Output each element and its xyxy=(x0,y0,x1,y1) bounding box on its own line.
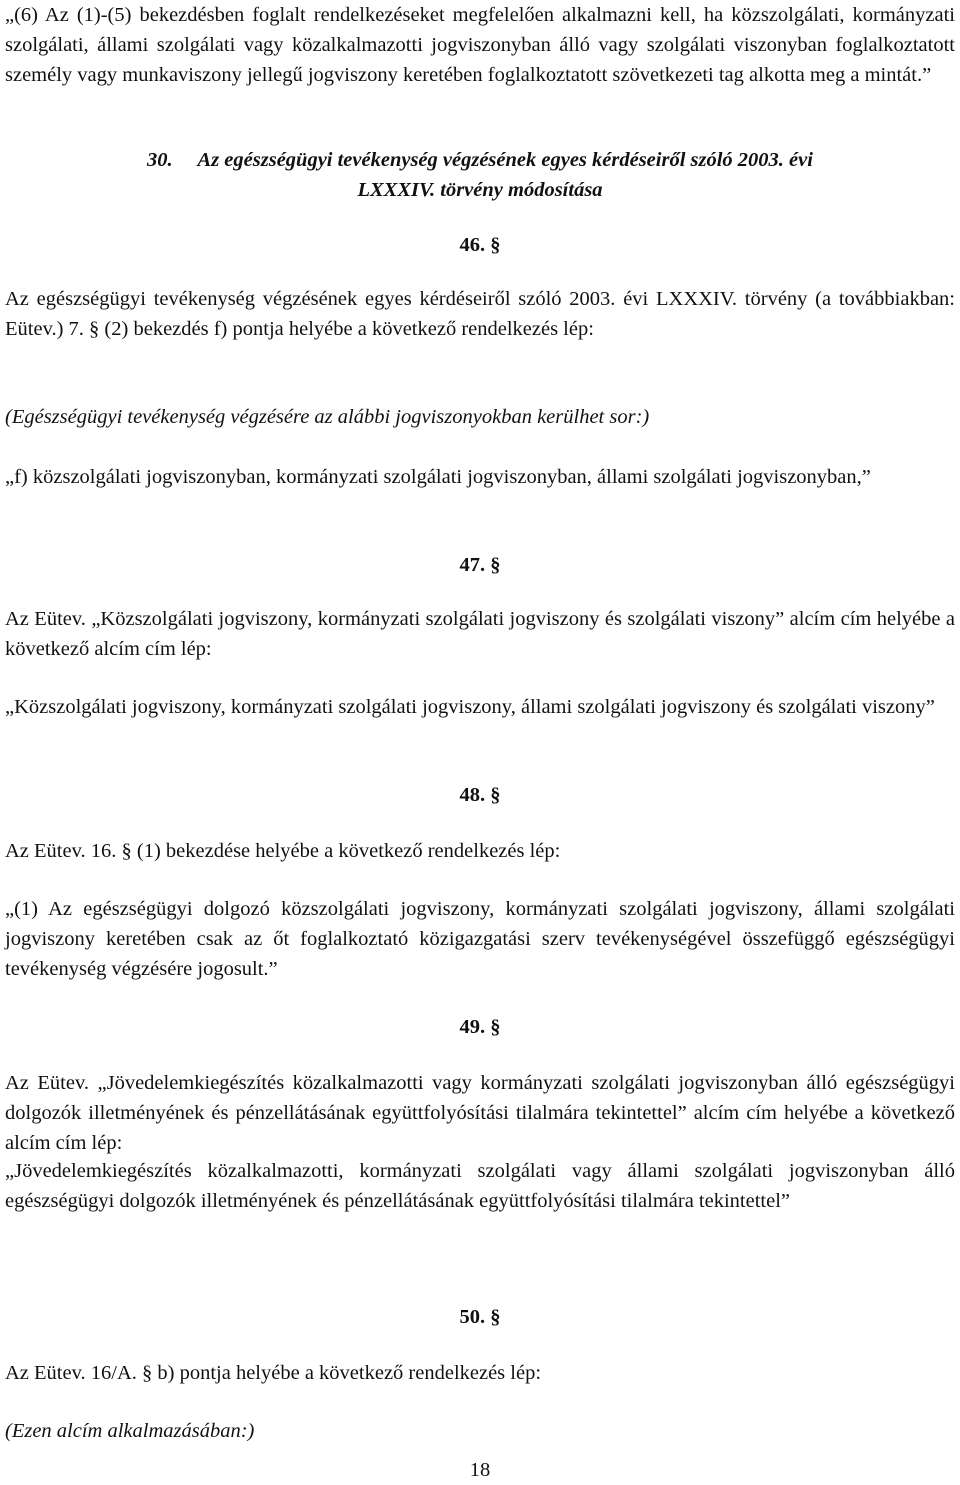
section-paragraph: (Egészségügyi tevékenység végzésére az alábbi jogviszonyokban kerülhet sor:) xyxy=(5,406,650,428)
section-heading: 47. § xyxy=(459,554,501,576)
section-paragraph: Az Eütev. „Közszolgálati jogviszony, kormányzati szolgálati jogviszony és szolgálati viszony” alcím cím helyébe a következő alcím cím lép: xyxy=(5,608,955,660)
chapter-title-line1: Az egészségügyi tevékenység végzésének egyes kérdéseiről szóló 2003. évi xyxy=(197,149,813,171)
chapter-title xyxy=(0,145,960,205)
section-heading: 48. § xyxy=(459,784,501,806)
section-heading: 49. § xyxy=(459,1016,501,1038)
section-heading: 50. § xyxy=(459,1306,501,1328)
page-number: 18 xyxy=(469,1459,491,1481)
section-paragraph: „Közszolgálati jogviszony, kormányzati szolgálati jogviszony, állami szolgálati jogviszony és szolgálati viszony” xyxy=(5,696,935,718)
section-heading: 46. § xyxy=(459,234,501,256)
section-paragraph: Az Eütev. 16/A. § b) pontja helyébe a következő rendelkezés lép: xyxy=(5,1362,542,1384)
chapter-title-line2: LXXXIV. törvény módosítása xyxy=(357,179,603,201)
section-paragraph: Az egészségügyi tevékenység végzésének egyes kérdéseiről szóló 2003. évi LXXXIV. törvény (a továbbiakban: Eütev.) 7. § (2) bekezdés f) pontja helyébe a következő rendelkezés lép: xyxy=(5,288,955,340)
section-paragraph: Az Eütev. „Jövedelemkiegészítés közalkalmazotti vagy kormányzati szolgálati jogviszonyban álló egészségügyi dolgozók illetményének és pénzellátásának együttfolyósítási tilalmára tekintettel” alcím cím helyébe a következő alcím cím lép: xyxy=(5,1072,955,1154)
intro-paragraph: „(6) Az (1)-(5) bekezdésben foglalt rendelkezéseket megfelelően alkalmazni kell, ha közszolgálati, kormányzati szolgálati, állami szolgálati vagy közalkalmazotti jogviszonyban álló vagy szolgálati viszonyban foglalkoztatott személy vagy munkaviszony jellegű jogviszony keretében foglalkoztatott szövetkezeti tag alkotta meg a mintát.” xyxy=(5,4,955,86)
section-paragraph: „f) közszolgálati jogviszonyban, kormányzati szolgálati jogviszonyban, állami szolgálati jogviszonyban,” xyxy=(5,466,871,488)
section-paragraph: „(1) Az egészségügyi dolgozó közszolgálati jogviszony, kormányzati szolgálati jogviszony, állami szolgálati jogviszony keretében csak az őt foglalkoztató közigazgatási szerv tevékenységével összefüggő egészségügyi tevékenység végzésére jogosult.” xyxy=(5,898,955,980)
section-paragraph: (Ezen alcím alkalmazásában:) xyxy=(5,1420,255,1442)
section-paragraph: Az Eütev. 16. § (1) bekezdése helyébe a következő rendelkezés lép: xyxy=(5,840,561,862)
chapter-number: 30. xyxy=(147,149,173,171)
section-paragraph: „Jövedelemkiegészítés közalkalmazotti, kormányzati szolgálati vagy állami szolgálati jogviszonyban álló egészségügyi dolgozók illetményének és pénzellátásának együttfolyósítási tilalmára tekintettel” xyxy=(5,1160,955,1212)
